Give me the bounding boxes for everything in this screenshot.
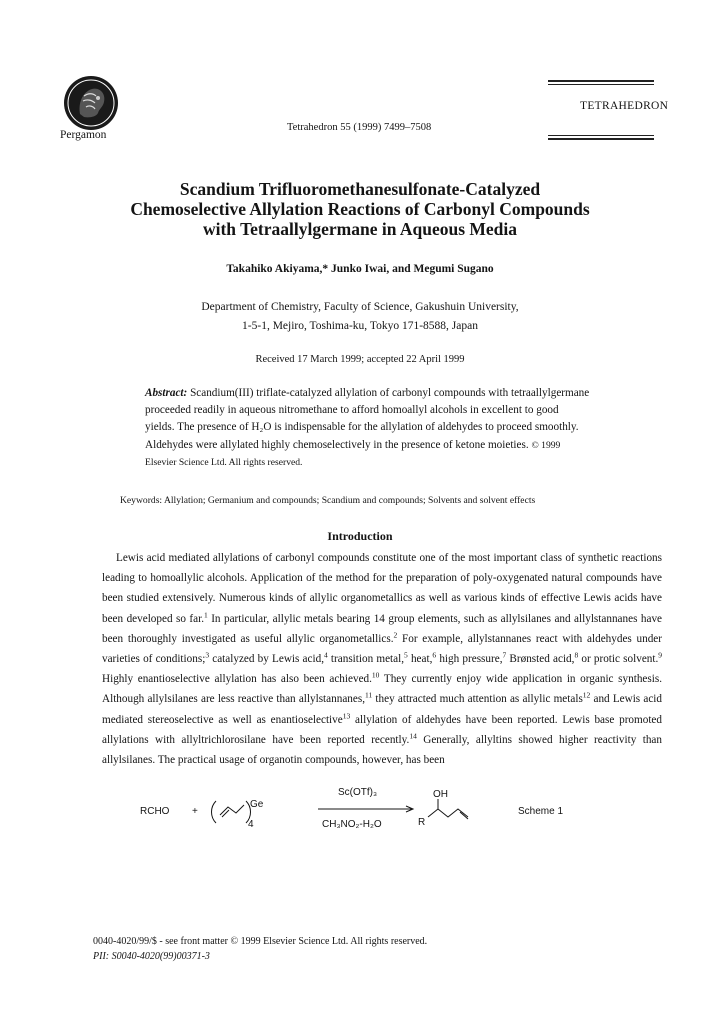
- abstract: [145, 385, 590, 471]
- scheme-catalyst: Sc(OTf)₃: [338, 787, 378, 798]
- author-list: Takahiko Akiyama,* Junko Iwai, and Megumi Sugano: [226, 263, 494, 275]
- intro-text-run: In particular, allylic metals bearing 14 group elements, such as allylsilanes and allylstannanes have been thoroughly investigated as useful allylic organometallics.: [102, 612, 662, 645]
- intro-text-run: high pressure,: [436, 653, 503, 666]
- reference-marker[interactable]: 14: [409, 731, 417, 741]
- scheme-reactant: RCHO: [140, 806, 170, 817]
- reference-marker[interactable]: 4: [324, 650, 328, 660]
- intro-text-run: They currently enjoy wide application in organic synthesis. Although allylsilanes are less reactive than allylstannanes,: [102, 673, 662, 706]
- allyl-group-drawing: [212, 801, 251, 823]
- scheme-solvent: CH₃NO₂-H₂O: [322, 819, 382, 830]
- intro-text-run: transition metal,: [327, 653, 405, 666]
- publisher-logo: [62, 74, 120, 132]
- intro-text-run: Generally, allyltins showed higher reactivity than allylsilanes. The practical usage of organotin compounds, however, has been: [102, 733, 662, 767]
- reference-marker[interactable]: 11: [365, 690, 373, 700]
- reference-marker[interactable]: 5: [404, 650, 408, 660]
- product-structure: [428, 799, 468, 819]
- intro-text-run: heat,: [407, 653, 433, 666]
- intro-text-run: catalyzed by Lewis acid,: [209, 653, 324, 666]
- header-rule: [548, 80, 654, 82]
- reference-marker[interactable]: 8: [574, 650, 579, 660]
- introduction-paragraph: [102, 548, 662, 770]
- header-rule: [548, 138, 654, 140]
- publisher-name: Pergamon: [60, 129, 107, 141]
- reference-marker[interactable]: 1: [204, 609, 208, 619]
- header-rule: [548, 84, 654, 85]
- intro-text-run: Brønsted acid,: [506, 653, 575, 666]
- scheme-product-hydroxyl: OH: [433, 789, 448, 800]
- reaction-scheme: [140, 785, 600, 845]
- affiliation-line: Department of Chemistry, Faculty of Science, Gakushuin University,: [201, 301, 519, 313]
- abstract-copyright: © 1999 Elsevier Science Ltd. All rights reserved.: [145, 439, 561, 468]
- title-line: Scandium Trifluoromethanesulfonate-Catalyzed: [179, 179, 541, 199]
- title-line: with Tetraallylgermane in Aqueous Media: [202, 219, 518, 239]
- journal-name: TETRAHEDRON: [580, 100, 669, 112]
- reference-marker[interactable]: 3: [205, 650, 210, 660]
- page-footer: [93, 934, 427, 964]
- affiliation: [60, 298, 660, 336]
- intro-text-run: allylation of aldehydes have been reported. Lewis base promoted allylations with allyltrichlorosilane have been reported recently.: [102, 713, 662, 746]
- reference-marker[interactable]: 10: [371, 670, 380, 680]
- intro-text-run: and Lewis acid mediated stereoselective as well as enantioselective: [102, 693, 662, 726]
- intro-text-run: Highly enantioselective allylation has also been achieved.: [102, 673, 372, 686]
- reference-marker[interactable]: 9: [658, 650, 663, 660]
- introduction-body: [102, 548, 662, 770]
- reference-marker[interactable]: 2: [393, 630, 398, 640]
- keywords: Keywords: Allylation; Germanium and compounds; Scandium and compounds; Solvents and solvent effects: [120, 495, 536, 506]
- abstract-text: Scandium(III) triflate-catalyzed allylation of carbonyl compounds with tetraallylgermane proceeded readily in aqueous nitromethane to afford homoallyl alcohols in excellent to good yields. The presence of H₂O is indispensable for the allylation of aldehydes to proceed smoothly. Aldehydes were allylated highly chemoselectively in the presence of ketone moieties.: [145, 387, 590, 451]
- footer-pii: PII: S0040-4020(99)00371-3: [93, 951, 210, 962]
- intro-text-run: For example, allylstannanes react with aldehydes under varieties of conditions;: [102, 632, 662, 666]
- reference-marker[interactable]: 7: [502, 650, 507, 660]
- reference-marker[interactable]: 6: [432, 650, 437, 660]
- intro-text-run: Lewis acid mediated allylations of carbonyl compounds constitute one of the most important class of synthetic reactions leading to homoallylic alcohols. Application of the method for the preparation of poly-oxygenated natural compounds have been studied extensively. Numerous kinds of allylic organometallics as well as various kinds of effective Lewis acids have been developed so far.: [102, 552, 662, 625]
- reference-marker[interactable]: 12: [582, 690, 591, 700]
- scheme-product-r: R: [418, 817, 426, 828]
- reference-marker[interactable]: 13: [342, 710, 351, 720]
- article-title: [60, 179, 660, 239]
- scheme-plus: +: [192, 806, 198, 817]
- affiliation-line: 1-5-1, Mejiro, Toshima-ku, Tokyo 171-8588, Japan: [242, 320, 478, 332]
- abstract-label: Abstract:: [145, 387, 188, 399]
- reaction-arrow: [318, 806, 413, 812]
- footer-copyright: 0040-4020/99/$ - see front matter © 1999 Elsevier Science Ltd. All rights reserved.: [93, 936, 428, 947]
- intro-text-run: they attracted much attention as allylic metals: [372, 693, 583, 706]
- journal-citation: Tetrahedron 55 (1999) 7499–7508: [287, 122, 432, 133]
- received-dates: Received 17 March 1999; accepted 22 April 1999: [255, 354, 465, 365]
- header-rule: [548, 135, 654, 136]
- intro-text-run: or protic solvent.: [578, 653, 659, 666]
- scheme-subscript: 4: [248, 819, 254, 830]
- scheme-label: Scheme 1: [518, 806, 564, 817]
- section-heading: Introduction: [327, 529, 393, 543]
- title-line: Chemoselective Allylation Reactions of Carbonyl Compounds: [130, 199, 590, 219]
- scheme-metal: Ge: [250, 799, 264, 810]
